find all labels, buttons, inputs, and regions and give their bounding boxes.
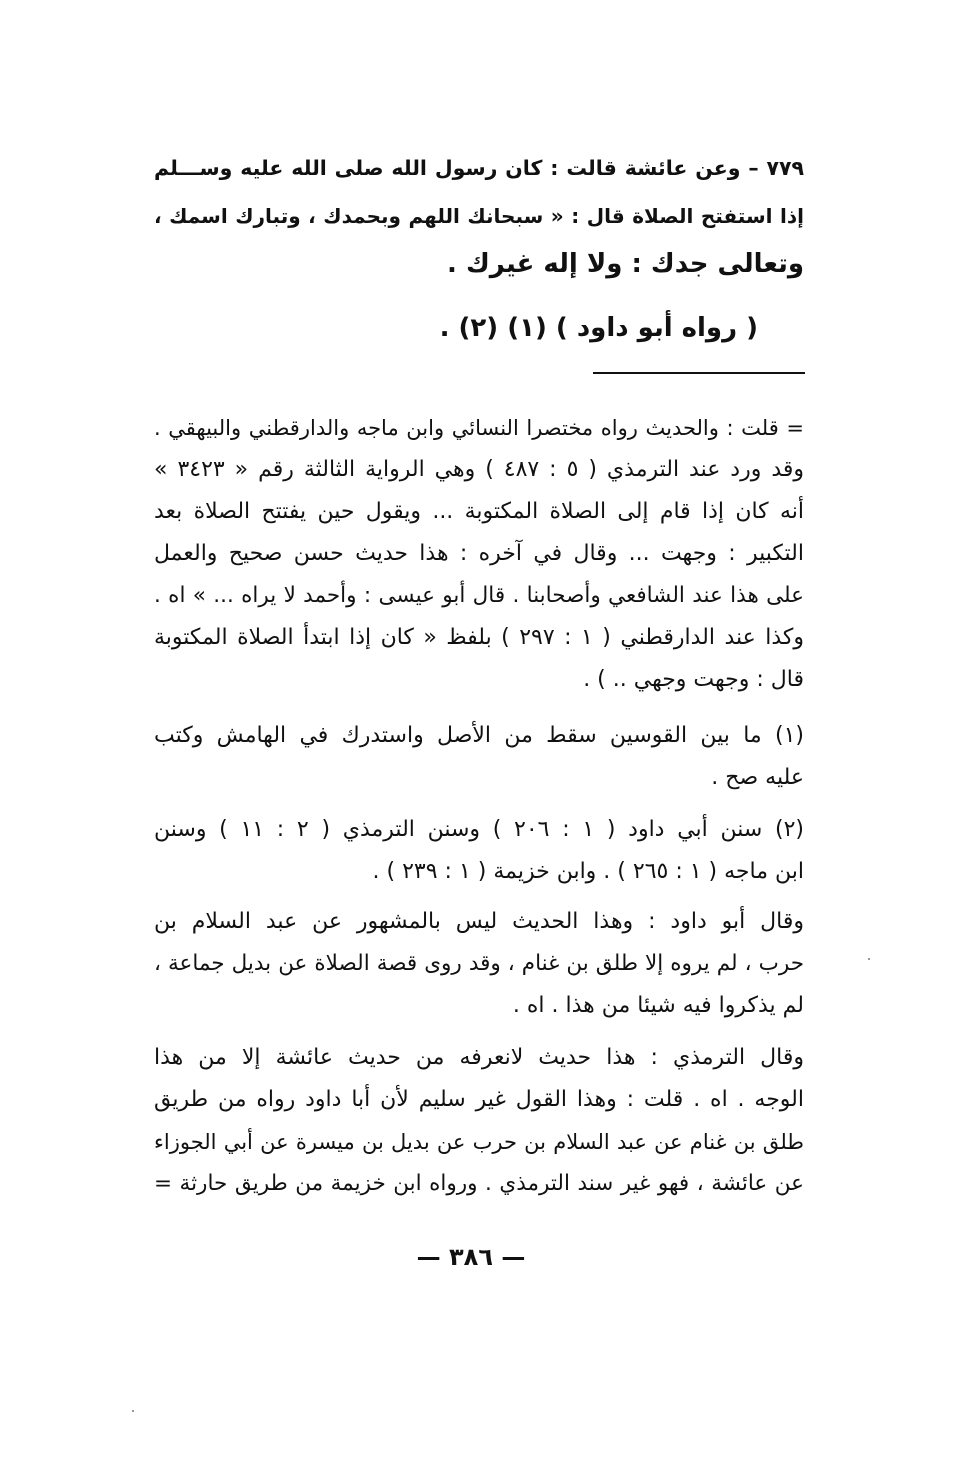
footnote-line: لم يذكروا فيه شيئا من هذا . اه .	[512, 993, 804, 1018]
footnote-line: عليه صح .	[711, 765, 804, 790]
footnote-line: ابن ماجه ( ١ : ٢٦٥ ) . وابن خزيمة ( ١ : ٢٣٩ ) .	[372, 859, 804, 884]
page-number: — ٣٨٦ —	[416, 1243, 526, 1271]
footnote-line: على هذا عند الشافعي وأصحابنا . قال أبو عيسى : وأحمد لا يراه ... » اه .	[154, 583, 804, 608]
hadith-line: إذا استفتح الصلاة قال : « سبحانك اللهم وبحمدك ، وتبارك اسمك ،	[154, 204, 804, 228]
footnote-line: وقال أبو داود : وهذا الحديث ليس بالمشهور عن عبد السلام بن	[154, 909, 804, 934]
footnote-line: عن عائشة ، فهو غير سند الترمذي . ورواه ابن خزيمة من طريق حارثة =	[154, 1171, 804, 1196]
footnote-separator	[593, 372, 805, 374]
footnote-line: الوجه . اه . قلت : وهذا القول غير سليم لأن أبا داود رواه من طريق	[154, 1087, 804, 1112]
hadith-line: ٧٧٩ – وعن عائشة قالت : كان رسول الله صلى الله عليه وســـلم	[154, 156, 804, 180]
scan-speck	[868, 958, 870, 960]
footnote-line: التكبير : وجهت ... وقال في آخره : هذا حديث حسن صحيح والعمل	[154, 541, 804, 566]
footnote-line: = قلت : والحديث رواه مختصرا النسائي وابن ماجه والدارقطني والبيهقي .	[154, 416, 804, 440]
hadith-line: وتعالى جدك : ولا إله غيرك .	[447, 249, 804, 279]
footnote-line: وقد ورد عند الترمذي ( ٥ : ٤٨٧ ) وهي الرواية الثالثة رقم « ٣٤٢٣ »	[154, 457, 805, 482]
footnote-line: حرب ، لم يروه إلا طلق بن غنام ، وقد روى قصة الصلاة عن بديل جماعة ،	[154, 951, 804, 976]
footnote-line: طلق بن غنام عن عبد السلام بن حرب عن بديل بن ميسرة عن أبي الجوزاء	[154, 1130, 804, 1154]
footnote-line: أنه كان إذا قام إلى الصلاة المكتوبة ... ويقول حين يفتتح الصلاة بعد	[154, 499, 804, 524]
scan-speck	[132, 1410, 134, 1412]
footnote-line: وقال الترمذي : هذا حديث لانعرفه من حديث عائشة إلا من هذا	[154, 1045, 804, 1070]
footnote-line: (١) ما بين القوسين سقط من الأصل واستدرك في الهامش وكتب	[154, 723, 804, 748]
hadith-source: ( رواه أبو داود ) (١) (٢) .	[439, 313, 758, 343]
footnote-line: وكذا عند الدارقطني ( ١ : ٢٩٧ ) بلفظ « كان إذا ابتدأ الصلاة المكتوبة	[154, 625, 804, 650]
footnote-line: (٢) سنن أبي داود ( ١ : ٢٠٦ ) وسنن الترمذي ( ٢ : ١١ ) وسنن	[154, 817, 804, 842]
footnote-line: قال : وجهت وجهي .. ) .	[583, 667, 804, 692]
